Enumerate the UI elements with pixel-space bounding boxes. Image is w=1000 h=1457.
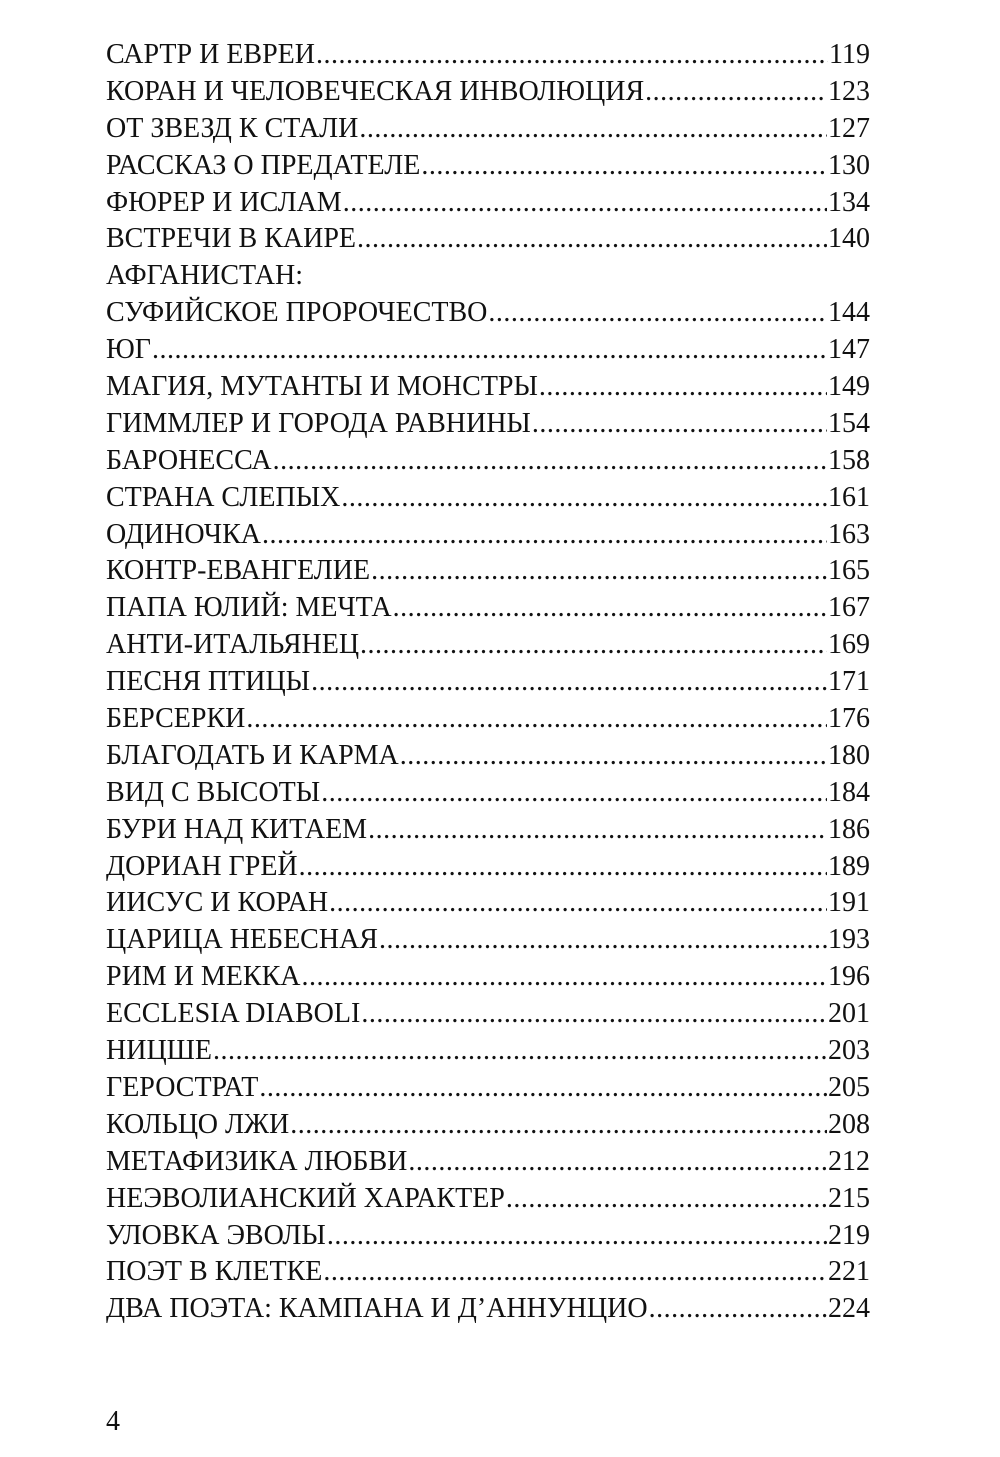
toc-dot-leader	[408, 1144, 827, 1181]
toc-entry	[106, 922, 870, 959]
toc-dot-leader	[327, 1218, 827, 1255]
toc-entry	[106, 812, 870, 849]
toc-entry-page: 176	[828, 703, 870, 735]
toc-entry-title: ДОРИАН ГРЕЙ	[106, 850, 298, 882]
toc-dot-leader	[299, 849, 827, 886]
toc-entry-title: ЦАРИЦА НЕБЕСНАЯ	[106, 924, 378, 956]
toc-entry	[106, 1033, 870, 1070]
toc-entry-title: БЛАГОДАТЬ И КАРМА	[106, 739, 399, 771]
toc-entry-title: РАССКАЗ О ПРЕДАТЕЛЕ	[106, 149, 421, 181]
toc-entry-page: 203	[828, 1035, 870, 1067]
toc-entry-title: ВИД С ВЫСОТЫ	[106, 776, 321, 808]
toc-entry-page: 201	[828, 998, 870, 1030]
toc-entry-page: 127	[828, 112, 870, 144]
toc-entry-page: 205	[828, 1071, 870, 1103]
toc-dot-leader	[343, 185, 827, 222]
toc-entry	[106, 1070, 870, 1107]
toc-dot-leader	[359, 111, 827, 148]
toc-entry-page: 186	[828, 813, 870, 845]
toc-entry	[106, 221, 870, 258]
toc-entry-title: БАРОНЕССА	[106, 444, 272, 476]
toc-entry-title: ВСТРЕЧИ В КАИРЕ	[106, 223, 357, 255]
toc-entry	[106, 111, 870, 148]
toc-dot-leader	[368, 812, 827, 849]
toc-entry	[106, 775, 870, 812]
toc-entry	[106, 1181, 870, 1218]
toc-entry	[106, 258, 870, 295]
toc-entry-title: АНТИ-ИТАЛЬЯНЕЦ	[106, 629, 360, 661]
toc-entry-page: 193	[828, 924, 870, 956]
toc-entry	[106, 885, 870, 922]
toc-entry-page: 224	[828, 1293, 870, 1325]
toc-entry	[106, 1218, 870, 1255]
toc-entry-title: ОТ ЗВЕЗД К СТАЛИ	[106, 112, 359, 144]
toc-entry-title: ИИСУС И КОРАН	[106, 887, 329, 919]
toc-dot-leader	[506, 1181, 827, 1218]
toc-entry-title: МЕТАФИЗИКА ЛЮБВИ	[106, 1145, 408, 1177]
toc-dot-leader	[400, 738, 827, 775]
toc-entry	[106, 738, 870, 775]
toc-entry-page: 119	[829, 39, 870, 70]
toc-entry-page: 147	[828, 334, 870, 366]
toc-entry	[106, 148, 870, 185]
toc-dot-leader	[273, 443, 827, 480]
toc-entry-title: МАГИЯ, МУТАНТЫ И МОНСТРЫ	[106, 371, 538, 403]
toc-dot-leader	[262, 517, 827, 554]
toc-entry-page: 149	[828, 371, 870, 403]
toc-entry-page: 140	[828, 223, 870, 255]
toc-entry-title: САРТР И ЕВРЕИ	[106, 39, 315, 70]
toc-entry	[106, 406, 870, 443]
toc-entry-title: КОРАН И ЧЕЛОВЕЧЕСКАЯ ИНВОЛЮЦИЯ	[106, 75, 645, 107]
toc-entry-page: 158	[828, 444, 870, 476]
toc-dot-leader	[152, 332, 827, 369]
toc-dot-leader	[379, 922, 827, 959]
toc-dot-leader	[259, 1070, 827, 1107]
toc-entry-page: 196	[828, 961, 870, 993]
toc-entry-title: РИМ И МЕККА	[106, 961, 301, 993]
toc-entry-title: ГИММЛЕР И ГОРОДА РАВНИНЫ	[106, 407, 531, 439]
toc-entry-title: СТРАНА СЛЕПЫХ	[106, 481, 341, 513]
toc-entry-title: УЛОВКА ЭВОЛЫ	[106, 1219, 326, 1251]
toc-dot-leader	[311, 664, 827, 701]
toc-entry-title: КОЛЬЦО ЛЖИ	[106, 1108, 290, 1140]
toc-entry	[106, 1291, 870, 1328]
toc-entry-page: 169	[828, 629, 870, 661]
toc-entry	[106, 1144, 870, 1181]
toc-entry-page: 123	[828, 75, 870, 107]
toc-entry-page: 171	[828, 666, 870, 698]
toc-entry-page: 184	[828, 776, 870, 808]
toc-dot-leader	[371, 553, 827, 590]
toc-entry-title: НЕЭВОЛИАНСКИЙ ХАРАКТЕР	[106, 1182, 505, 1214]
toc-entry	[106, 627, 870, 664]
toc-entry-page: 130	[828, 149, 870, 181]
toc-dot-leader	[290, 1107, 827, 1144]
toc-entry-title: БЕРСЕРКИ	[106, 703, 246, 735]
toc-entry	[106, 590, 870, 627]
toc-entry-page: 221	[828, 1256, 870, 1288]
toc-entry-title: ПЕСНЯ ПТИЦЫ	[106, 666, 311, 698]
toc-entry	[106, 959, 870, 996]
toc-entry-title: ЮГ	[106, 334, 151, 366]
toc-dot-leader	[323, 1254, 827, 1291]
toc-entry	[106, 332, 870, 369]
toc-entry-page: 208	[828, 1108, 870, 1140]
toc-entry	[106, 443, 870, 480]
toc-entry	[106, 996, 870, 1033]
toc-entry-page: 212	[828, 1145, 870, 1177]
toc-dot-leader	[645, 74, 827, 111]
toc-entry-title: НИЦШЕ	[106, 1035, 213, 1067]
toc-entry	[106, 664, 870, 701]
toc-entry-title: КОНТР-ЕВАНГЕЛИЕ	[106, 555, 371, 587]
toc-entry-title: АФГАНИСТАН:	[106, 260, 303, 292]
toc-dot-leader	[246, 701, 827, 738]
toc-dot-leader	[532, 406, 827, 443]
toc-dot-leader	[421, 148, 827, 185]
page-number: 4	[106, 1406, 120, 1437]
toc-dot-leader	[357, 221, 827, 258]
toc-entry-title: ПАПА ЮЛИЙ: МЕЧТА	[106, 592, 392, 624]
table-of-contents	[106, 37, 870, 1328]
toc-dot-leader	[393, 590, 827, 627]
toc-entry	[106, 701, 870, 738]
toc-dot-leader	[360, 627, 827, 664]
toc-dot-leader	[488, 295, 827, 332]
toc-entry-title: ПОЭТ В КЛЕТКЕ	[106, 1256, 323, 1288]
toc-entry-title: ECCLESIA DIABOLI	[106, 998, 361, 1030]
toc-dot-leader	[649, 1291, 827, 1328]
toc-entry	[106, 517, 870, 554]
toc-entry	[106, 849, 870, 886]
toc-dot-leader	[329, 885, 827, 922]
toc-entry-page: 191	[828, 887, 870, 919]
toc-entry-page: 134	[828, 186, 870, 218]
toc-dot-leader	[316, 37, 828, 74]
toc-dot-leader	[301, 959, 827, 996]
toc-entry	[106, 37, 870, 74]
toc-entry-title: ФЮРЕР И ИСЛАМ	[106, 186, 342, 218]
toc-entry	[106, 295, 870, 332]
toc-entry-title: ГЕРОСТРАТ	[106, 1071, 259, 1103]
toc-entry	[106, 1107, 870, 1144]
toc-entry	[106, 185, 870, 222]
toc-entry-page: 189	[828, 850, 870, 882]
toc-entry-page: 219	[828, 1219, 870, 1251]
toc-dot-leader	[321, 775, 827, 812]
toc-dot-leader	[213, 1033, 827, 1070]
toc-entry-page: 180	[828, 739, 870, 771]
toc-entry-title: ДВА ПОЭТА: КАМПАНА И Д’АННУНЦИО	[106, 1293, 648, 1325]
toc-entry	[106, 1254, 870, 1291]
toc-entry	[106, 74, 870, 111]
toc-entry	[106, 480, 870, 517]
toc-entry-page: 144	[828, 297, 870, 329]
toc-entry-page: 165	[828, 555, 870, 587]
toc-entry-page: 215	[828, 1182, 870, 1214]
toc-entry-title: СУФИЙСКОЕ ПРОРОЧЕСТВО	[106, 297, 488, 329]
toc-entry-page: 163	[828, 518, 870, 550]
toc-entry	[106, 369, 870, 406]
toc-entry	[106, 553, 870, 590]
toc-entry-title: БУРИ НАД КИТАЕМ	[106, 813, 368, 845]
toc-entry-page: 161	[828, 481, 870, 513]
toc-entry-title: ОДИНОЧКА	[106, 518, 261, 550]
toc-dot-leader	[341, 480, 827, 517]
toc-dot-leader	[361, 996, 827, 1033]
toc-entry-page: 167	[828, 592, 870, 624]
toc-entry-page: 154	[828, 407, 870, 439]
toc-dot-leader	[539, 369, 827, 406]
